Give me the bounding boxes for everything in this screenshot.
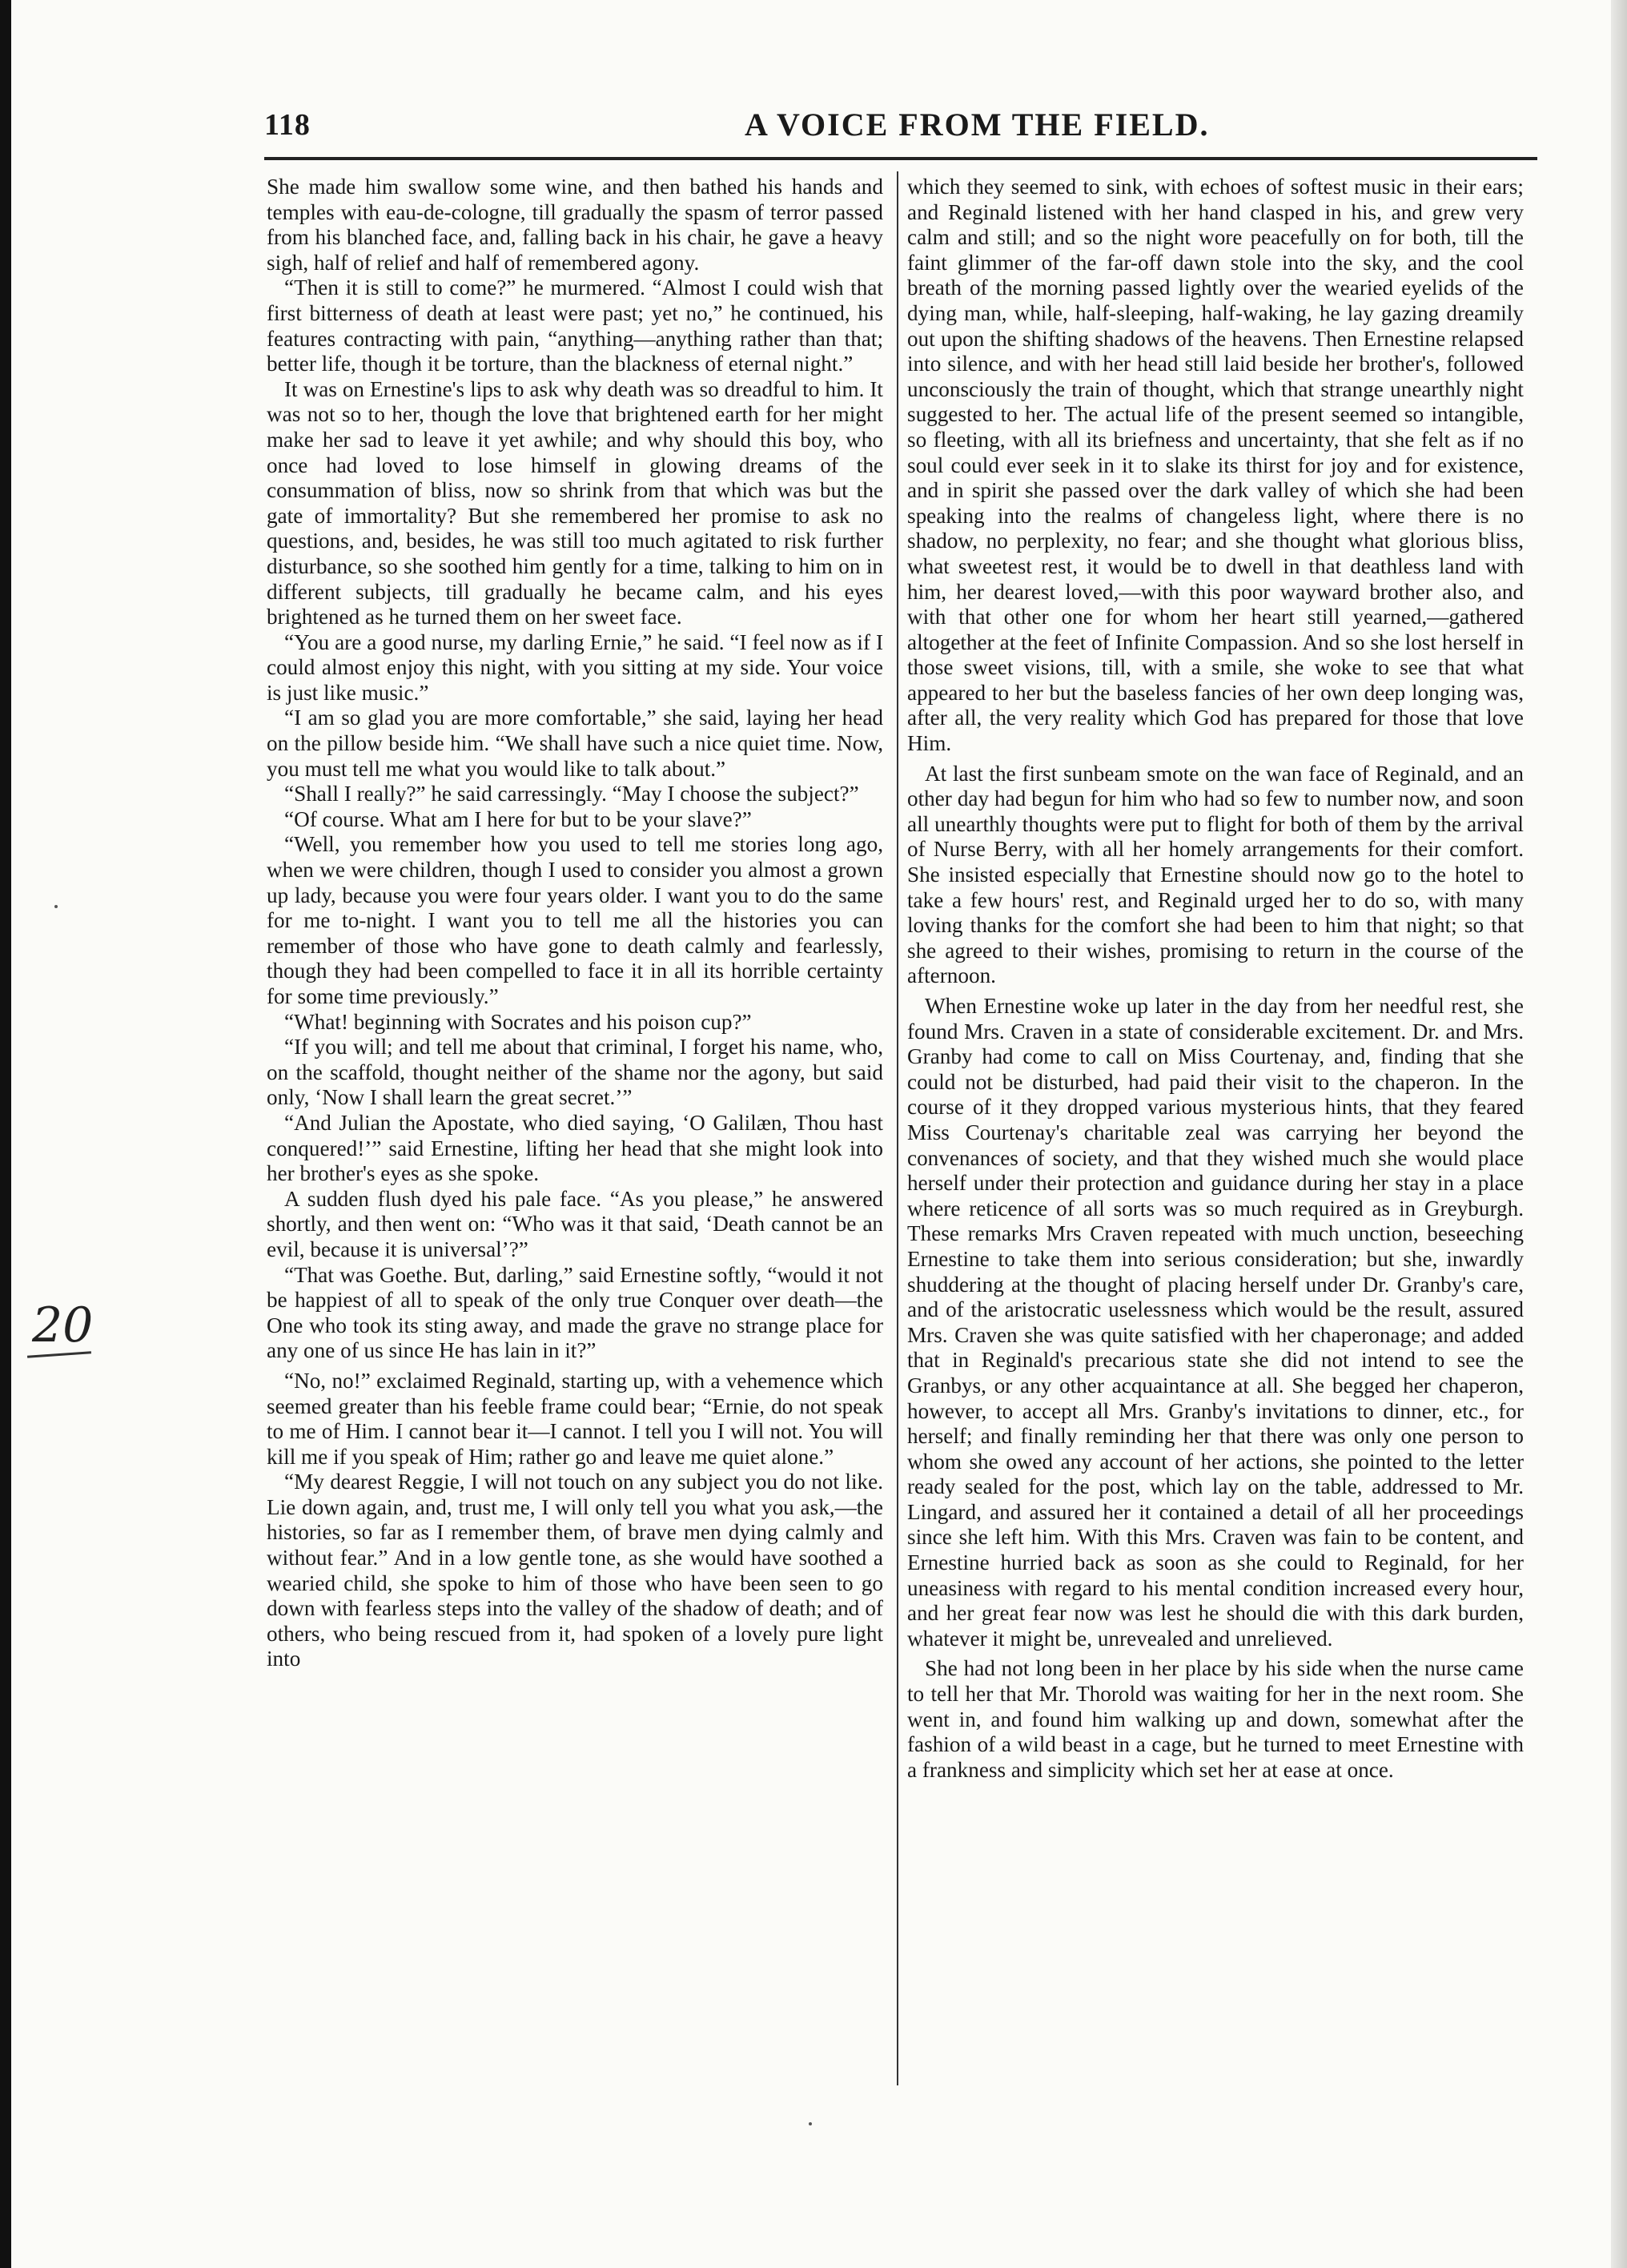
paragraph: “That was Goethe. But, darling,” said Ernestine softly, “would it not be happiest of all to speak of the only true Conquer over death—the One who took its sting away, and made the grave no strange place for any one of us since He has lain in it?” <box>267 1262 883 1363</box>
paragraph: “Well, you remember how you used to tell me stories long ago, when we were children, though I used to consider you almost a grown up lady, because you were four years older. I want you to do the same for me to-night. I want you to tell me all the histories you can remember of those who have gone to death calmly and fearlessly, though they had been compelled to face it in all its horrible certainty for some time previously.” <box>267 832 883 1008</box>
scan-speck <box>809 2122 812 2125</box>
paragraph: A sudden flush dyed his pale face. “As you please,” he answered shortly, and then went on: “Who was it that said, ‘Death cannot be an evil, because it is universal’?” <box>267 1186 883 1261</box>
header-rule <box>264 157 1537 160</box>
paragraph: She made him swallow some wine, and then bathed his hands and temples with eau-de-cologne, till gradually the spasm of terror passed from his blanched face, and, falling back in his chair, he gave a heavy sigh, half of relief and half of remembered agony. <box>267 175 883 275</box>
paragraph: At last the first sunbeam smote on the wan face of Reginald, and an other day had begun for him who had so few to number now, and soon all unearthly thoughts were put to flight for both of them by the arrival of Nurse Berry, with all her homely arrangements for their comfort. She insisted especially that Ernestine should now go to the hotel to take a few hours' rest, and Reginald urged her to do so, with many loving thanks for the comfort she had been to him that night; so that she agreed to their wishes, promising to return in the course of the afternoon. <box>907 761 1524 988</box>
running-title: A VOICE FROM THE FIELD. <box>745 107 1210 143</box>
paragraph: “Shall I really?” he said carressingly. “May I choose the subject?” <box>284 782 859 806</box>
scan-edge-right <box>1611 0 1627 2268</box>
paragraph: “If you will; and tell me about that criminal, I forget his name, who, on the scaffold, thought neither of the shame nor the agony, but said only, ‘Now I shall learn the great secret.’” <box>267 1035 883 1110</box>
paragraph: “Of course. What am I here for but to be your slave?” <box>284 806 752 831</box>
paragraph: “I am so glad you are more comfortable,” she said, laying her head on the pillow beside him. “We shall have such a nice quiet time. Now, you must tell me what you would like to talk about.” <box>267 706 883 781</box>
scan-speck <box>54 905 58 908</box>
paragraph: “Then it is still to come?” he murmered. “Almost I could wish that first bitterness of death at least were past; yet no,” he continued, his features contracting with pain, “anything—anything rather than that; better life, though it be torture, than the blackness of eternal night.” <box>267 275 883 376</box>
left-column <box>267 175 883 2089</box>
page-number: 118 <box>264 108 311 142</box>
scan-edge-left <box>0 0 11 2268</box>
paragraph: “My dearest Reggie, I will not touch on any subject you do not like. Lie down again, and, trust me, I will only tell you what you ask,—the histories, so far as I remember them, of brave men dying calmly and without fear.” And in a low gentle tone, as she would have soothed a wearied child, she spoke to him of those who have been seen to go down with fearless steps into the valley of the shadow of death; and of others, who being rescued from it, had spoken of a lovely pure light into <box>267 1470 883 1671</box>
handwritten-margin-note: 20 <box>32 1297 94 1353</box>
paragraph: “What! beginning with Socrates and his poison cup?” <box>284 1009 752 1034</box>
paragraph: She had not long been in her place by his side when the nurse came to tell her that Mr. Thorold was waiting for her in the next room. She went in, and found him walking up and down, somewhat after the fashion of a wild beast in a cage, but he turned to meet Ernestine with a frankness and simplicity which set her at ease at once. <box>907 1656 1524 1782</box>
paragraph: When Ernestine woke up later in the day from her needful rest, she found Mrs. Craven in a state of considerable excitement. Dr. and Mrs. Granby had come to call on Miss Courtenay, and, finding that she could not be disturbed, had paid their visit to the chaperon. In the course of it they dropped various mysterious hints, that they feared Miss Courtenay's charitable zeal was carrying her beyond the convenances of society, and that they wished much she would place herself under their protection and guidance during her stay in a place where reticence of all sorts was so much required as in Greyburgh. These remarks Mrs Craven repeated with much unction, beseeching Ernestine to take them into serious consideration; but she, inwardly shuddering at the thought of placing herself under Dr. Granby's care, and of the aristocratic uselessness which would be the result, assured Mrs. Craven she was quite satisfied with her chaperonage; and added that in Reginald's precarious state she did not intend to see the Granbys, or any other acquaintance at all. She begged her chaperon, however, to accept all Mrs. Granby's invitations to dinner, etc., for herself; and finally reminding her that there was only one person to whom she owed any account of her actions, she pointed to the letter ready sealed for the post, which lay on the table, addressed to Mr. Lingard, and assured her it contained a detail of all her proceedings since she left him. With this Mrs. Craven was fain to be content, and Ernestine hurried back as soon as she could to Reginald, for her uneasiness with regard to his mental condition increased every hour, and her great fear now was lest he should die with this dark burden, whatever it might be, unrevealed and unrelieved. <box>907 994 1524 1651</box>
paragraph: “You are a good nurse, my darling Ernie,” he said. “I feel now as if I could almost enjoy this night, with you sitting at my side. Your voice is just like music.” <box>267 629 883 705</box>
paragraph: “No, no!” exclaimed Reginald, starting up, with a vehemence which seemed greater than his feeble frame could bear; “Ernie, do not speak to me of Him. I cannot bear it—I cannot. I tell you I will not. You will kill me if you speak of Him; rather go and leave me quiet alone.” <box>267 1368 883 1469</box>
right-column <box>907 175 1524 2089</box>
paragraph: It was on Ernestine's lips to ask why death was so dreadful to him. It was not so to her, though the love that brightened earth for her might make her sad to leave it yet awhile; and why should this boy, who once had loved to lose himself in glowing dreams of the consummation of bliss, now so shrink from that which was but the gate of immortality? But she remembered her promise to ask no questions, and, besides, he was still too much agitated to risk further disturbance, so she soothed him gently for a time, talking to him on in different subjects, till gradually he became calm, and his eyes brightened as he turned them on her sweet face. <box>267 376 883 629</box>
column-divider <box>897 171 898 2085</box>
paragraph: “And Julian the Apostate, who died saying, ‘O Galilæn, Thou hast conquered!’” said Ernestine, lifting her head that she might look into her brother's eyes as she spoke. <box>267 1110 883 1186</box>
page-header <box>264 103 1537 151</box>
paragraph: which they seemed to sink, with echoes of softest music in their ears; and Reginald listened with her hand clasped in his, and grew very calm and still; and so the night wore peacefully on for both, till the faint glimmer of the far-off dawn stole into the sky, and the cool breath of the morning passed lightly over the wearied eyelids of the dying man, while, half-sleeping, half-waking, he lay gazing dreamily out upon the shifting shadows of the heavens. Then Ernestine relapsed into silence, and with her head still laid beside her brother's, followed unconsciously the train of thought, which that strange unearthly night suggested to her. The actual life of the present seemed so intangible, so fleeting, with all its briefness and uncertainty, that she felt as if no soul could ever seek in it to slake its thirst for joy and for existence, and in spirit she passed over the dark valley of which she had been speaking into the realms of changeless light, where there is no shadow, no perplexity, no fear; and she thought what glorious bliss, what sweetest rest, it would be to dwell in that deathless land with him, her dearest loved,—with this poor wayward brother also, and with that other one for whom her heart still yearned,—gathered altogether at the feet of Infinite Compassion. And so she lost herself in those sweet visions, till, with a smile, she woke to see that what appeared to her but the baseless fancies of her own deep longing was, after all, the very reality which God has prepared for those that love Him. <box>907 175 1524 756</box>
